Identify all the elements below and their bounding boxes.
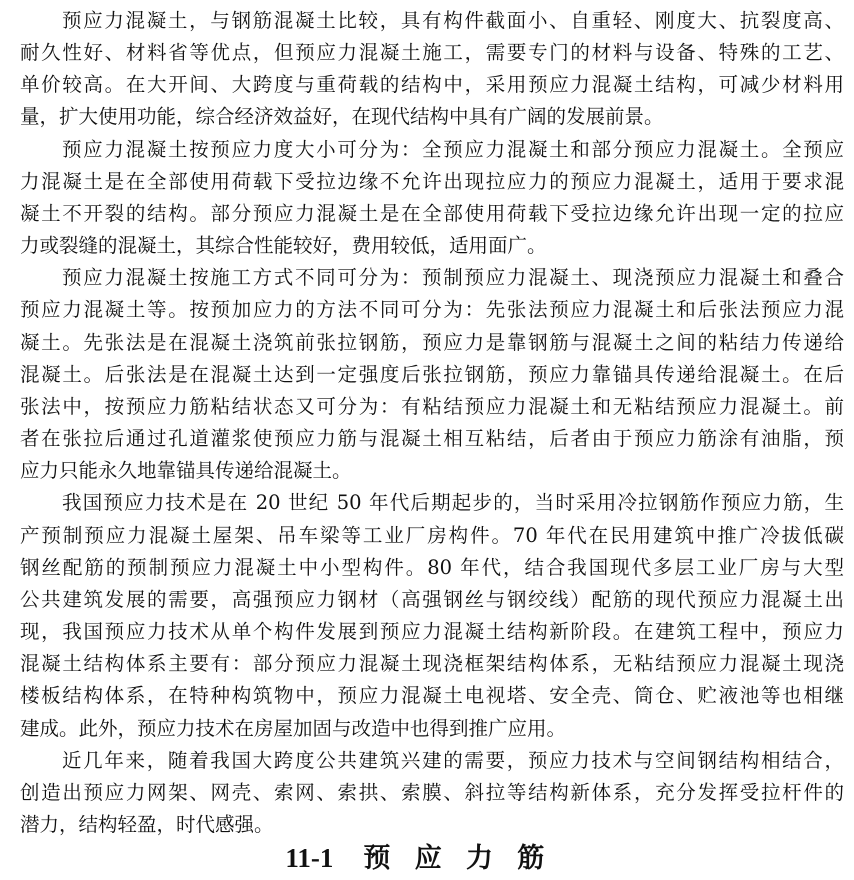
text-line: 近几年来，随着我国大跨度公共建筑兴建的需要，预应力技术与空间钢结构相结合， xyxy=(62,749,844,772)
section-heading xyxy=(0,838,854,879)
text-line: 应力只能永久地靠锚具传递给混凝土。 xyxy=(20,459,352,482)
text-line: 预应力混凝土按预应力度大小可分为：全预应力混凝土和部分预应力混凝土。全预应 xyxy=(62,138,844,161)
text-line: 楼板结构体系，在特种构筑物中，预应力混凝土电视塔、安全壳、筒仓、贮液池等也相继 xyxy=(20,684,844,707)
text-line: 产预制预应力混凝土屋架、吊车梁等工业厂房构件。70 年代在民用建筑中推广冷拔低碳 xyxy=(20,524,844,547)
text-line: 力或裂缝的混凝土，其综合性能较好，费用较低，适用面广。 xyxy=(20,234,547,257)
text-line: 张法中，按预应力筋粘结状态又可分为：有粘结预应力混凝土和无粘结预应力混凝土。前 xyxy=(20,395,844,418)
text-line: 建成。此外，预应力技术在房屋加固与改造中也得到推广应用。 xyxy=(20,717,567,740)
text-line: 力混凝土是在全部使用荷载下受拉边缘不允许出现拉应力的预应力混凝土，适用于要求混 xyxy=(20,170,844,193)
text-line: 创造出预应力网架、网壳、索网、索拱、索膜、斜拉等结构新体系，充分发挥受拉杆件的 xyxy=(20,781,844,804)
section-number: 11-1 xyxy=(285,843,334,873)
section-title: 预应力筋 xyxy=(363,843,569,874)
text-line: 耐久性好、材料省等优点，但预应力混凝土施工，需要专门的材料与设备、特殊的工艺、 xyxy=(20,41,844,64)
text-line: 单价较高。在大开间、大跨度与重荷载的结构中，采用预应力混凝土结构，可减少材料用 xyxy=(20,73,844,96)
text-line: 凝土。先张法是在混凝土浇筑前张拉钢筋，预应力是靠钢筋与混凝土之间的粘结力传递给 xyxy=(20,331,844,354)
text-line: 者在张拉后通过孔道灌浆使预应力筋与混凝土相互粘结，后者由于预应力筋涂有油脂，预 xyxy=(20,427,844,450)
text-line: 潜力，结构轻盈，时代感强。 xyxy=(20,813,274,836)
text-line: 凝土不开裂的结构。部分预应力混凝土是在全部使用荷载下受拉边缘允许出现一定的拉应 xyxy=(20,202,844,225)
text-line: 混凝土结构体系主要有：部分预应力混凝土现浇框架结构体系，无粘结预应力混凝土现浇 xyxy=(20,652,844,675)
text-line: 我国预应力技术是在 20 世纪 50 年代后期起步的，当时采用冷拉钢筋作预应力筋，生 xyxy=(62,491,844,514)
text-line: 预应力混凝土按施工方式不同可分为：预制预应力混凝土、现浇预应力混凝土和叠合 xyxy=(62,266,844,289)
text-line: 现，我国预应力技术从单个构件发展到预应力混凝土结构新阶段。在建筑工程中，预应力 xyxy=(20,620,844,643)
text-line: 公共建筑发展的需要，高强预应力钢材（高强钢丝与钢绞线）配筋的现代预应力混凝土出 xyxy=(20,588,844,611)
text-line: 混凝土。后张法是在混凝土达到一定强度后张拉钢筋，预应力靠锚具传递给混凝土。在后 xyxy=(20,363,844,386)
text-line: 预应力混凝土等。按预加应力的方法不同可分为：先张法预应力混凝土和后张法预应力混 xyxy=(20,298,844,321)
text-line: 钢丝配筋的预制预应力混凝土中小型构件。80 年代，结合我国现代多层工业厂房与大型 xyxy=(20,556,844,579)
text-line: 量，扩大使用功能，综合经济效益好，在现代结构中具有广阔的发展前景。 xyxy=(20,105,664,128)
text-line: 预应力混凝土，与钢筋混凝土比较，具有构件截面小、自重轻、刚度大、抗裂度高、 xyxy=(62,9,844,32)
